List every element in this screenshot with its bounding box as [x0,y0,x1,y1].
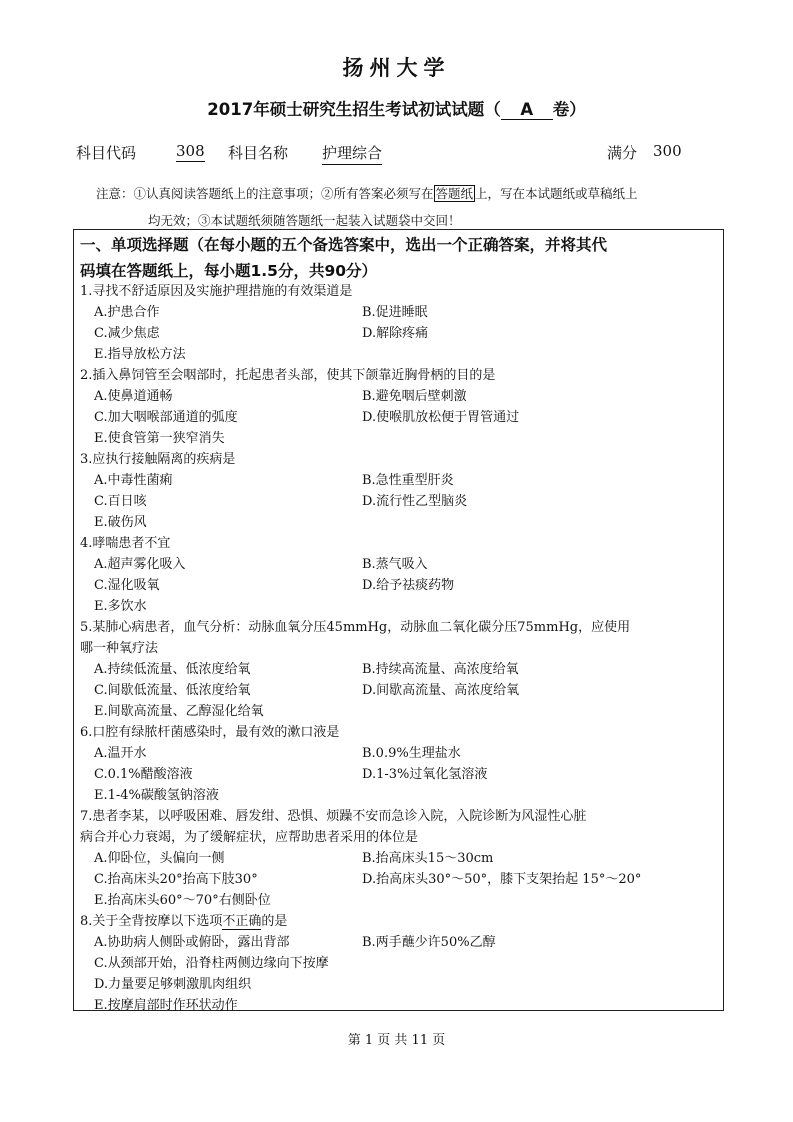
option-d: D.流行性乙型脑炎 [362,494,468,509]
option-c: C.百日咳 [94,494,147,509]
option-e: E.1-4%碳酸氢钠溶液 [94,788,219,803]
university-name: 扬州大学 [342,56,451,80]
option-e: E.多饮水 [94,599,147,614]
subject-code: 308 [176,142,205,160]
question-2 [80,365,720,449]
option-b: B.两手蘸少许50%乙醇 [362,935,496,950]
notice-line-1 [96,180,716,207]
option-c: C.间歇低流量、低浓度给氧 [94,683,251,698]
option-c: C.从颈部开始，沿脊柱两侧边缘向下按摩 [94,956,329,971]
question-stem-a: 8.关于全背按摩以下选项 [80,914,223,929]
option-c: C.0.1%醋酸溶液 [94,767,193,782]
option-a: A.中毒性菌痢 [94,473,173,488]
option-a: A.温开水 [94,746,147,761]
question-stem: 1.寻找不舒适原因及实施护理措施的有效渠道是 [80,284,353,299]
page-number: 第 1 页 共 11 页 [347,1033,446,1048]
exam-title-prefix: 2017年硕士研究生招生考试初试试题（ [207,100,501,119]
question-stem-cont: 哪一种氧疗法 [80,641,159,656]
exam-title [0,96,793,120]
option-b: B.抬高床头15～30cm [362,851,494,866]
subject-name-label: 科目名称 [228,144,289,162]
question-stem-b: 的是 [261,914,288,929]
option-b: B.促进睡眠 [362,305,428,320]
notice-line-2: 均无效；③本试题纸须随答题纸一起装入试题袋中交回！ [148,213,461,228]
question-stem [80,911,720,932]
subject-info [76,142,716,164]
question-stem: 7.患者李某，以呼吸困难、唇发绀、恐惧、烦躁不安而急诊入院，入院诊断为风湿性心脏 [80,809,587,824]
option-d: D.抬高床头30°～50°，膝下支架抬起 15°～20° [362,872,642,887]
question-8 [80,911,720,1016]
option-d: D.间歇高流量、高浓度给氧 [362,683,520,698]
section-heading-line-1: 一、单项选择题（在每小题的五个备选答案中，选出一个正确答案，并将其代 [80,236,608,254]
question-box [73,229,724,1011]
paper-version: A [501,100,553,120]
question-5 [80,617,720,722]
question-stem: 6.口腔有绿脓杆菌感染时，最有效的漱口液是 [80,725,340,740]
option-e: E.按摩肩部时作环状动作 [94,998,238,1013]
option-e: E.破伤风 [94,515,147,530]
question-stem: 4.哮喘患者不宜 [80,536,171,551]
option-a: A.护患合作 [94,305,160,320]
question-stem: 5.某肺心病患者，血气分析：动脉血氧分压45mmHg，动脉血二氧化碳分压75mmHg，应使用 [80,620,631,635]
option-b: B.持续高流量、高浓度给氧 [362,662,519,677]
option-d: D.使喉肌放松便于胃管通过 [362,410,520,425]
emphasis-not-correct: 不正确 [222,914,262,929]
question-stem: 3.应执行接触隔离的疾病是 [80,452,236,467]
notice-text-a: ①认真阅读答题纸上的注意事项；②所有答案必须写在 [133,186,434,201]
question-3 [80,449,720,533]
option-e: E.间歇高流量、乙醇湿化给氧 [94,704,264,719]
question-7 [80,806,720,911]
option-a: A.使鼻道通畅 [94,389,173,404]
option-d: D.解除疼痛 [362,326,429,341]
option-b: B.急性重型肝炎 [362,473,454,488]
section-heading [80,232,720,284]
option-c: C.湿化吸氧 [94,578,160,593]
answer-sheet-boxed: 答题纸 [435,186,474,201]
option-a: A.协助病人侧卧或俯卧，露出背部 [94,935,290,950]
option-c: C.减少焦虑 [94,326,160,341]
full-score: 300 [653,142,682,160]
option-c: C.抬高床头20°抬高下肢30° [94,872,258,887]
question-4 [80,533,720,617]
question-stem-cont: 病合并心力衰竭，为了缓解症状，应帮助患者采用的体位是 [80,830,419,845]
exam-title-suffix: 卷） [552,100,586,119]
notice-label: 注意： [96,186,134,201]
subject-name: 护理综合 [322,142,382,165]
full-score-label: 满分 [607,144,638,162]
option-a: A.超声雾化吸入 [94,557,186,572]
option-d: D.1-3%过氧化氢溶液 [362,767,488,782]
option-c: C.加大咽喉部通道的弧度 [94,410,238,425]
option-e: E.指导放松方法 [94,347,186,362]
question-1 [80,281,720,365]
question-6 [80,722,720,806]
section-heading-line-2: 码填在答题纸上，每小题1.5分，共90分） [80,262,378,280]
option-e: E.抬高床头60°～70°右侧卧位 [94,893,271,908]
option-b: B.避免咽后壁刺激 [362,389,467,404]
notice-text-b: 上，写在本试题纸或草稿纸上 [475,186,638,201]
exam-notice [96,180,716,234]
option-b: B.蒸气吸入 [362,557,428,572]
option-a: A.仰卧位，头偏向一侧 [94,851,225,866]
option-e: E.使食管第一狭窄消失 [94,431,225,446]
question-stem: 2.插入鼻饲管至会咽部时，托起患者头部，使其下颌靠近胸骨柄的目的是 [80,368,496,383]
option-d: D.给予祛痰药物 [362,578,455,593]
option-b: B.0.9%生理盐水 [362,746,461,761]
option-d: D.力量要足够刺激肌肉组织 [94,977,252,992]
subject-code-label: 科目代码 [76,144,137,162]
option-a: A.持续低流量、低浓度给氧 [94,662,251,677]
